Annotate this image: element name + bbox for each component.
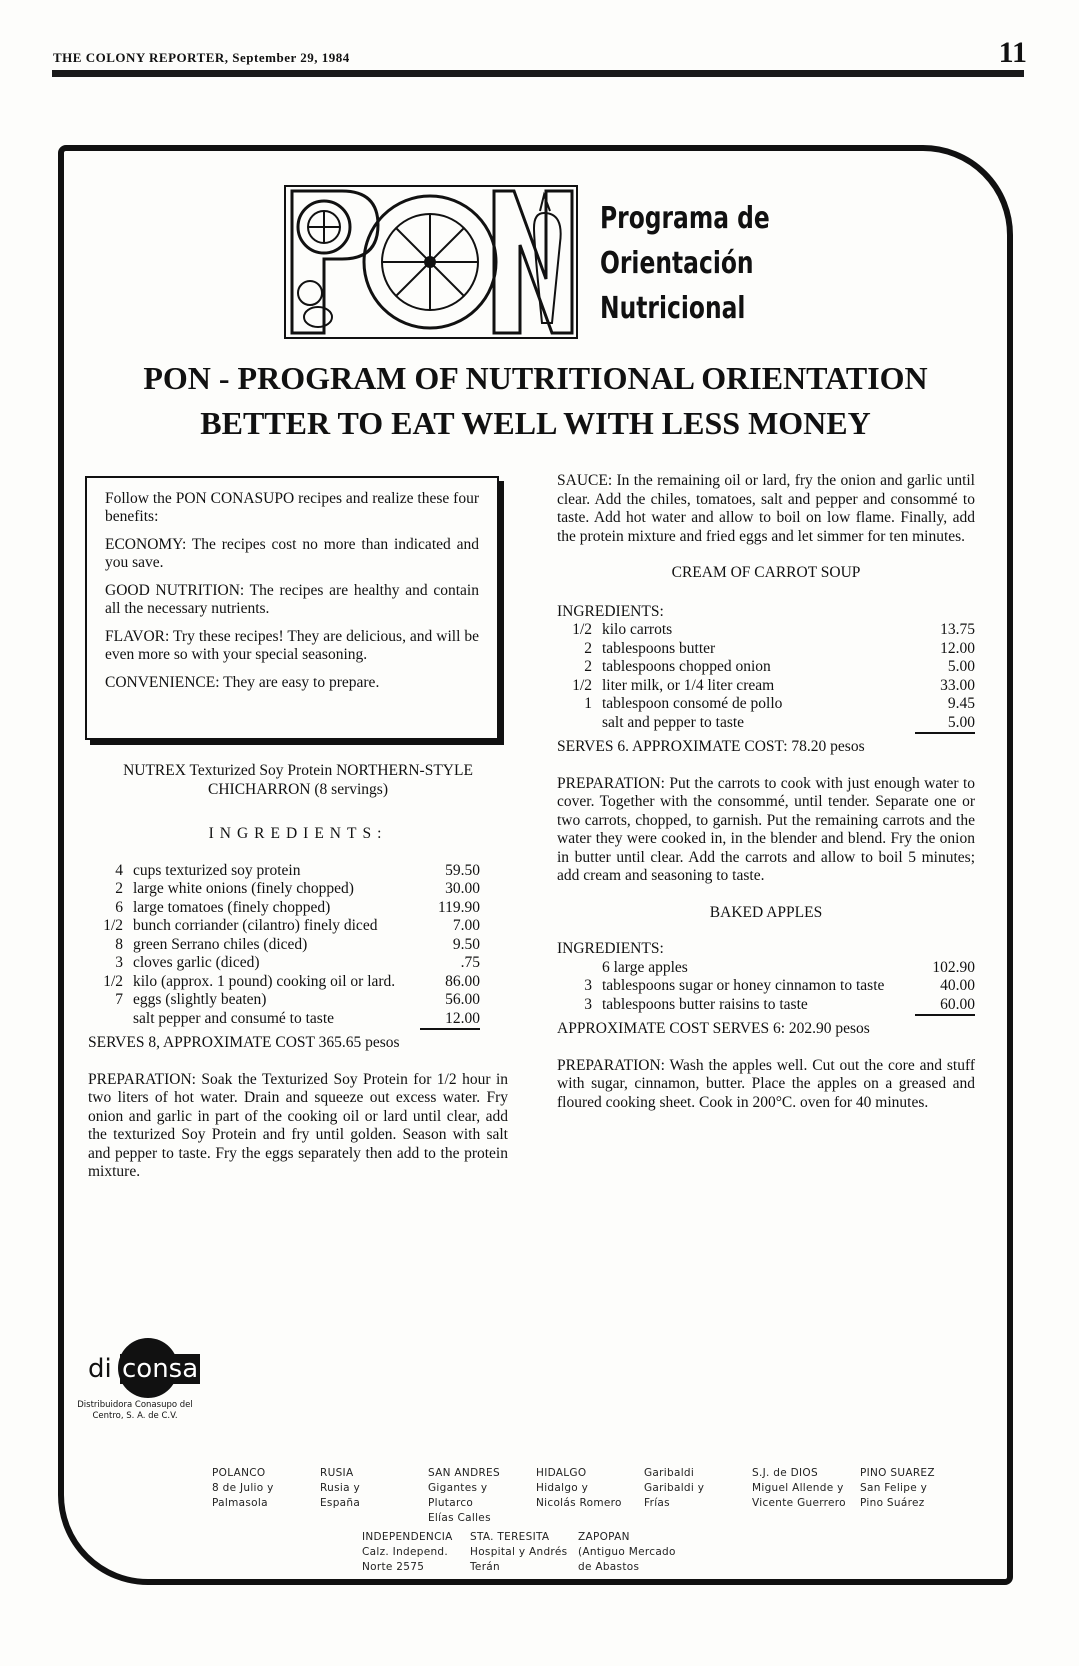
ingredient-price: 30.00	[445, 880, 480, 897]
store-name: POLANCO	[212, 1467, 266, 1479]
ingredient-quantity: 7	[115, 991, 123, 1008]
ingredient-quantity: 4	[115, 861, 123, 879]
store-name: INDEPENDENCIA	[362, 1531, 453, 1543]
ingredient-price: 9.50	[452, 935, 480, 953]
store-name: Garibaldi	[644, 1467, 695, 1479]
store-address-line: Hidalgo y	[536, 1482, 589, 1494]
ingredient-row	[557, 959, 975, 978]
ingredient-price: 40.00	[940, 977, 975, 994]
store-entry	[428, 1466, 536, 1526]
store-list-row-1	[212, 1466, 992, 1526]
ingredient-text: kilo carrots	[602, 621, 673, 638]
ingredient-price: 7.00	[452, 917, 480, 934]
store-name: RUSIA	[320, 1467, 354, 1479]
ingredient-quantity: 2	[115, 880, 123, 897]
ingredients-heading: INGREDIENTS:	[208, 825, 388, 842]
ingredient-row	[557, 977, 975, 996]
ingredient-text: cups texturized soy protein	[133, 861, 301, 879]
store-address-line: Miguel Allende y	[752, 1482, 844, 1494]
benefit-economy: ECONOMY: The recipes cost no more than indicated and you save.	[105, 536, 479, 571]
ingredient-price: 12.00	[940, 639, 975, 657]
ingredient-row	[557, 714, 975, 733]
right-column	[557, 472, 975, 1112]
ingredient-text: tablespoons butter	[602, 639, 716, 657]
store-address-line: Garibaldi y	[644, 1482, 705, 1494]
store-entry	[752, 1466, 860, 1526]
ingredient-price: 119.90	[437, 898, 480, 916]
ingredient-row	[557, 658, 975, 677]
carrot-ingredients-label: INGREDIENTS:	[557, 602, 664, 620]
pon-name-line-3: Nutricional	[600, 291, 746, 326]
diconsa-prefix: di	[88, 1354, 112, 1384]
store-entry	[860, 1466, 968, 1526]
store-entry	[536, 1466, 644, 1526]
ingredient-price: 60.00	[940, 995, 975, 1013]
ingredient-text: bunch corriander (cilantro) finely diced	[133, 917, 378, 934]
ingredient-text: kilo (approx. 1 pound) cooking oil or lard.	[133, 972, 396, 990]
benefits-intro: Follow the PON CONASUPO recipes and realize these four benefits:	[105, 490, 479, 525]
store-entry	[644, 1466, 752, 1526]
apples-preparation-text: PREPARATION: Wash the apples well. Cut out the core and stuff with sugar, cinnamon, butter. Place the apples on a greased and floured cooking sheet. Cook in 200°C. oven for 40 minutes.	[557, 1056, 975, 1111]
store-address-line: de Abastos	[578, 1561, 640, 1573]
headline-line-1: PON - PROGRAM OF NUTRITIONAL ORIENTATION	[143, 360, 928, 396]
store-address-line: 8 de Julio y	[212, 1482, 274, 1494]
store-address-line: Nicolás Romero	[536, 1497, 622, 1509]
store-name: ZAPOPAN	[578, 1531, 630, 1543]
ingredient-price: .75	[460, 954, 480, 971]
diconsa-logo	[70, 1338, 230, 1438]
store-name: PINO SUAREZ	[860, 1467, 935, 1479]
benefit-convenience: CONVENIENCE: They are easy to prepare.	[105, 674, 380, 691]
ingredient-price: 12.00	[445, 1009, 480, 1027]
apples-serves-line: APPROXIMATE COST SERVES 6: 202.90 pesos	[557, 1020, 870, 1037]
carrot-ingredient-list	[557, 621, 975, 732]
store-address-line: Elías Calles	[428, 1512, 491, 1524]
ingredient-list	[88, 862, 508, 1029]
ingredient-text: green Serrano chiles (diced)	[133, 935, 308, 953]
ingredient-quantity: 2	[584, 658, 592, 675]
ingredient-text: tablespoons sugar or honey cinnamon to taste	[602, 977, 885, 994]
ingredient-price: 5.00	[947, 713, 975, 731]
headline-line-2: BETTER TO EAT WELL WITH LESS MONEY	[200, 405, 871, 441]
carrot-serves-line: SERVES 6. APPROXIMATE COST: 78.20 pesos	[557, 738, 865, 755]
ingredient-text: 6 large apples	[602, 958, 688, 976]
ingredient-price: 13.75	[940, 621, 975, 638]
ingredient-row	[557, 640, 975, 659]
ingredient-row	[557, 996, 975, 1015]
diconsa-word: consa	[122, 1354, 199, 1384]
ingredient-quantity: 1/2	[103, 972, 123, 990]
pon-name-line-1: Programa de	[600, 201, 770, 236]
apples-total-rule	[915, 1014, 975, 1016]
ingredient-text: salt pepper and consumé to taste	[133, 1009, 335, 1027]
store-address-line: España	[320, 1497, 361, 1509]
ingredient-price: 33.00	[940, 676, 975, 694]
apples-ingredients-label: INGREDIENTS:	[557, 940, 664, 957]
total-rule	[420, 1028, 480, 1030]
carrot-preparation-text: PREPARATION: Put the carrots to cook with just enough water to cover. Together with the consommé, until tender. Separate one or two carrots, chopped, to garnish. Put the remaining carrots and the water they were cooked in, in the blender and blend. Fry the onion in butter until clear. Add the carrots and allow to boil 5 minutes; add cream and seasoning to taste.	[557, 774, 975, 884]
ingredient-quantity: 8	[115, 935, 123, 953]
store-entry	[470, 1530, 578, 1575]
ingredient-text: eggs (slightly beaten)	[133, 991, 267, 1008]
ingredient-text: tablespoons butter raisins to taste	[602, 995, 808, 1013]
store-address-line: Terán	[470, 1561, 500, 1573]
ingredient-text: liter milk, or 1/4 liter cream	[602, 676, 775, 694]
store-address-line: Palmasola	[212, 1497, 268, 1509]
ingredient-row	[88, 880, 480, 899]
sauce-text: SAUCE: In the remaining oil or lard, fry the onion and garlic until clear. Add the chiles, tomatoes, salt and pepper and consommé to taste. Add hot water and allow to boil on low flame. Finally, add the protein mixture and fried eggs and let simmer for ten minutes.	[557, 472, 975, 545]
store-address-line: Frías	[644, 1497, 670, 1509]
pon-name-line-2: Orientación	[600, 246, 754, 281]
recipe-title-carrot-soup: CREAM OF CARROT SOUP	[671, 564, 861, 581]
carrot-total-rule	[915, 732, 975, 734]
vegetables-icon	[298, 281, 332, 327]
ingredient-quantity: 3	[584, 977, 592, 994]
ingredient-row	[557, 621, 975, 640]
ingredient-row	[88, 973, 480, 992]
store-entry	[362, 1530, 470, 1575]
ingredient-quantity: 1/2	[103, 917, 123, 934]
ingredient-quantity: 1/2	[572, 621, 592, 638]
ingredient-price: 102.90	[932, 958, 975, 976]
ingredient-text: cloves garlic (diced)	[133, 954, 260, 971]
ingredient-price: 86.00	[445, 972, 480, 990]
pon-spanish-name	[600, 196, 770, 331]
store-address-line: Calz. Independ.	[362, 1546, 449, 1558]
store-name: S.J. de DIOS	[752, 1467, 818, 1479]
ingredient-price: 59.50	[445, 861, 480, 879]
ingredient-row	[88, 1010, 480, 1029]
ingredient-row	[88, 954, 480, 973]
ingredient-quantity: 1	[584, 695, 592, 712]
store-list-row-2	[362, 1530, 922, 1575]
store-address-line: (Antiguo Mercado	[578, 1546, 676, 1558]
ingredient-price: 56.00	[445, 991, 480, 1008]
ingredient-quantity: 3	[115, 954, 123, 971]
ingredient-text: tablespoons chopped onion	[602, 658, 771, 675]
small-wheel-icon	[298, 201, 350, 253]
letter-o-wheel-icon	[364, 196, 496, 328]
header-rule	[52, 70, 1024, 77]
store-entry	[320, 1466, 428, 1526]
benefit-flavor: FLAVOR: Try these recipes! They are delicious, and will be even more so with your special seasoning.	[105, 628, 479, 663]
pon-logo	[282, 183, 580, 341]
recipe-chicharron	[88, 762, 508, 1182]
ingredient-text: tablespoon consomé de pollo	[602, 695, 783, 712]
apples-ingredient-list	[557, 959, 975, 1015]
ingredient-text: large white onions (finely chopped)	[133, 880, 354, 897]
store-name: HIDALGO	[536, 1467, 587, 1479]
store-address-line: Gigantes y Plutarco	[428, 1482, 488, 1509]
store-address-line: San Felipe y	[860, 1482, 928, 1494]
ingredient-row	[88, 917, 480, 936]
page-number: 11	[998, 36, 1027, 69]
ingredient-quantity: 3	[584, 995, 592, 1013]
recipe-title-baked-apples: BAKED APPLES	[709, 903, 823, 921]
diconsa-legal-name: Distribuidora Conasupo del Centro, S. A. de C.V.	[77, 1400, 193, 1421]
ingredient-price: 9.45	[947, 695, 975, 712]
publication-line: THE COLONY REPORTER, September 29, 1984	[53, 50, 350, 65]
ingredient-price: 5.00	[947, 658, 975, 675]
ingredient-row	[557, 695, 975, 714]
preparation-text: PREPARATION: Soak the Texturized Soy Protein for 1/2 hour in two liters of hot water. Drain and squeeze out excess water. Fry onion and garlic in part of the cooking oil or lard until clear, add the texturized Soy Protein and fry until golden. Season with salt and pepper to taste. Fry the eggs separately then add to the protein mixture.	[88, 1070, 508, 1180]
ingredient-text: salt and pepper to taste	[602, 713, 745, 731]
ingredient-quantity: 1/2	[572, 676, 592, 694]
store-name: SAN ANDRES	[428, 1467, 500, 1479]
store-entry	[212, 1466, 320, 1526]
store-entry	[578, 1530, 686, 1575]
store-address-line: Hospital y Andrés	[470, 1546, 568, 1558]
store-address-line: Vicente Guerrero	[752, 1497, 846, 1509]
benefits-box	[85, 476, 499, 740]
benefit-nutrition: GOOD NUTRITION: The recipes are healthy and contain all the necessary nutrients.	[105, 582, 479, 617]
store-name: STA. TERESITA	[470, 1531, 550, 1543]
ingredient-quantity: 2	[584, 639, 592, 657]
ingredient-quantity: 6	[115, 898, 123, 916]
store-address-line: Pino Suárez	[860, 1497, 925, 1509]
store-address-line: Rusia y	[320, 1482, 360, 1494]
letter-n-outline-icon	[494, 191, 572, 333]
ingredient-row	[88, 899, 480, 918]
ingredient-row	[88, 991, 480, 1010]
ingredient-row	[88, 936, 480, 955]
ingredient-row	[557, 677, 975, 696]
ingredient-text: large tomatoes (finely chopped)	[133, 898, 331, 916]
serves-line: SERVES 8, APPROXIMATE COST 365.65 pesos	[88, 1034, 400, 1051]
recipe-title: NUTREX Texturized Soy Protein NORTHERN-STYLE CHICHARRON (8 servings)	[123, 762, 473, 798]
ingredient-row	[88, 862, 480, 881]
store-address-line: Norte 2575	[362, 1561, 425, 1573]
